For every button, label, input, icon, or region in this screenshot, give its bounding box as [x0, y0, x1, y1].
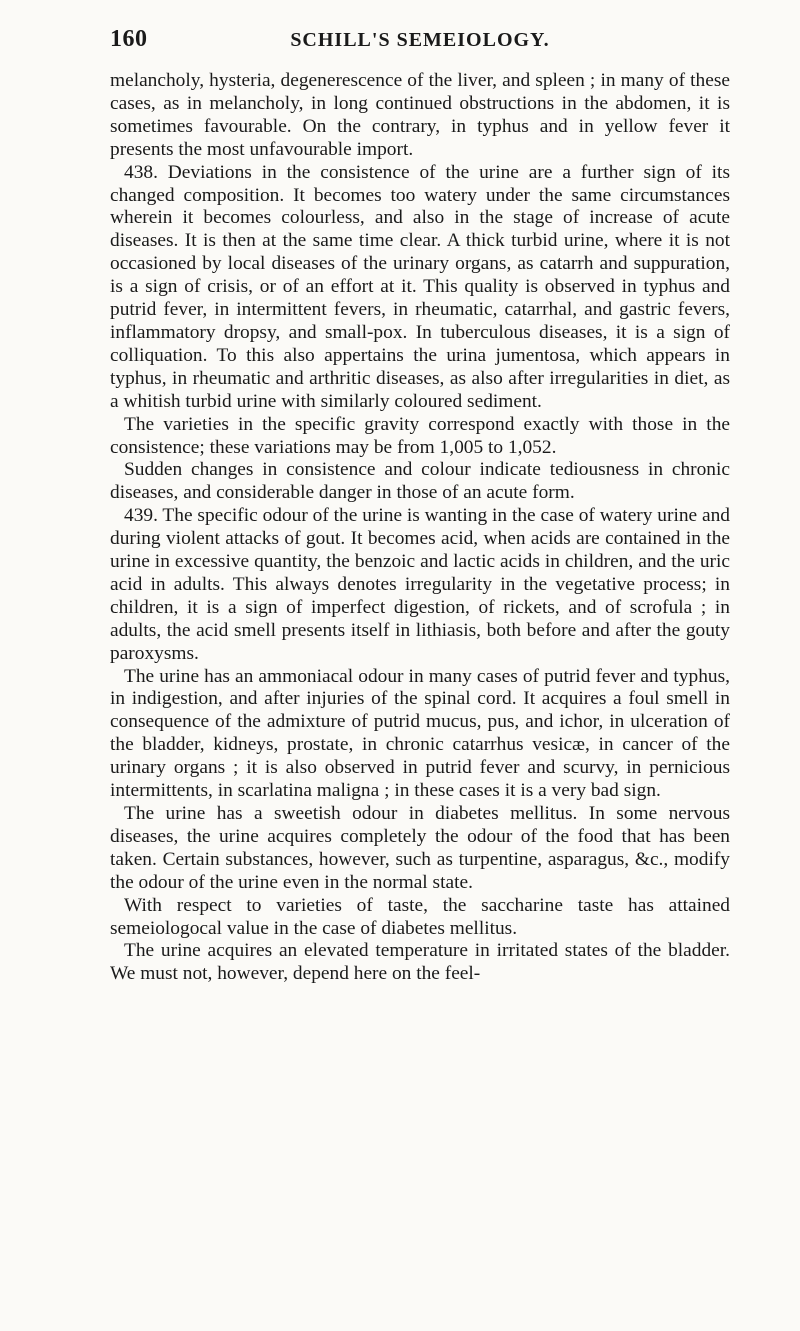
- paragraph: The urine has a sweetish odour in diabetes mellitus. In some nervous diseases, the urine acquires completely the odour of the food that has been taken. Certain substances, however, such as turpentine, asparagus, &c., modify the odour of the urine even in the normal state.: [110, 803, 730, 893]
- running-head: SCHILL'S SEMEIOLOGY.: [290, 29, 550, 51]
- paragraph: 439. The specific odour of the urine is wanting in the case of watery urine and during violent attacks of gout. It becomes acid, when acids are contained in the urine in excessive quantity, the benzoic and lactic acids in children, and the uric acid in adults. This always denotes irregularity in the vegetative process; in children, it is a sign of imperfect digestion, of rickets, and of scrofula ; in adults, the acid smell presents itself in lithiasis, both before and after the gouty paroxysms.: [110, 505, 730, 664]
- paragraph: With respect to varieties of taste, the saccharine taste has attained semeiologocal value in the case of diabetes mellitus.: [110, 894, 730, 939]
- paragraph: melancholy, hysteria, degenerescence of the liver, and spleen ; in many of these cases, as in melancholy, in long continued obstructions in the abdomen, it is sometimes favourable. On the contrary, in typhus and in yellow fever it presents the most unfavourable import.: [110, 70, 730, 160]
- paragraph: The urine has an ammoniacal odour in many cases of putrid fever and typhus, in indigestion, and after injuries of the spinal cord. It acquires a foul smell in consequence of the admixture of putrid mucus, pus, and ichor, in ulceration of the bladder, kidneys, prostate, in chronic catarrhus vesicæ, in cancer of the urinary organs ; it is also observed in putrid fever and scurvy, in pernicious intermittents, in scarlatina maligna ; in these cases it is a very bad sign.: [110, 665, 730, 802]
- paragraph: Sudden changes in consistence and colour indicate tediousness in chronic diseases, and considerable danger in those of an acute form.: [110, 459, 730, 504]
- page-number: 160: [110, 26, 148, 52]
- page-header: [110, 26, 730, 58]
- paragraph: 438. Deviations in the consistence of the urine are a further sign of its changed composition. It becomes too watery under the same circumstances wherein it becomes colourless, and also in the stage of increase of acute diseases. It is then at the same time clear. A thick turbid urine, where it is not occasioned by local diseases of the urinary organs, as catarrh and suppuration, is a sign of crisis, or of an effort at it. This quality is observed in typhus and putrid fever, in intermittent fevers, in rheumatic, catarrhal, and gastric fevers, inflammatory dropsy, and small-pox. In tuberculous diseases, it is a sign of colliquation. To this also appertains the urina jumentosa, which appears in typhus, in rheumatic and arthritic diseases, as also after irregularities in diet, as a whitish turbid urine with similarly coloured sediment.: [110, 161, 730, 412]
- paragraph: The varieties in the specific gravity correspond exactly with those in the consistence; these variations may be from 1,005 to 1,052.: [110, 413, 730, 458]
- body-text: [110, 70, 730, 986]
- paragraph: The urine acquires an elevated temperature in irritated states of the bladder. We must not, however, depend here on the feel-: [110, 940, 730, 985]
